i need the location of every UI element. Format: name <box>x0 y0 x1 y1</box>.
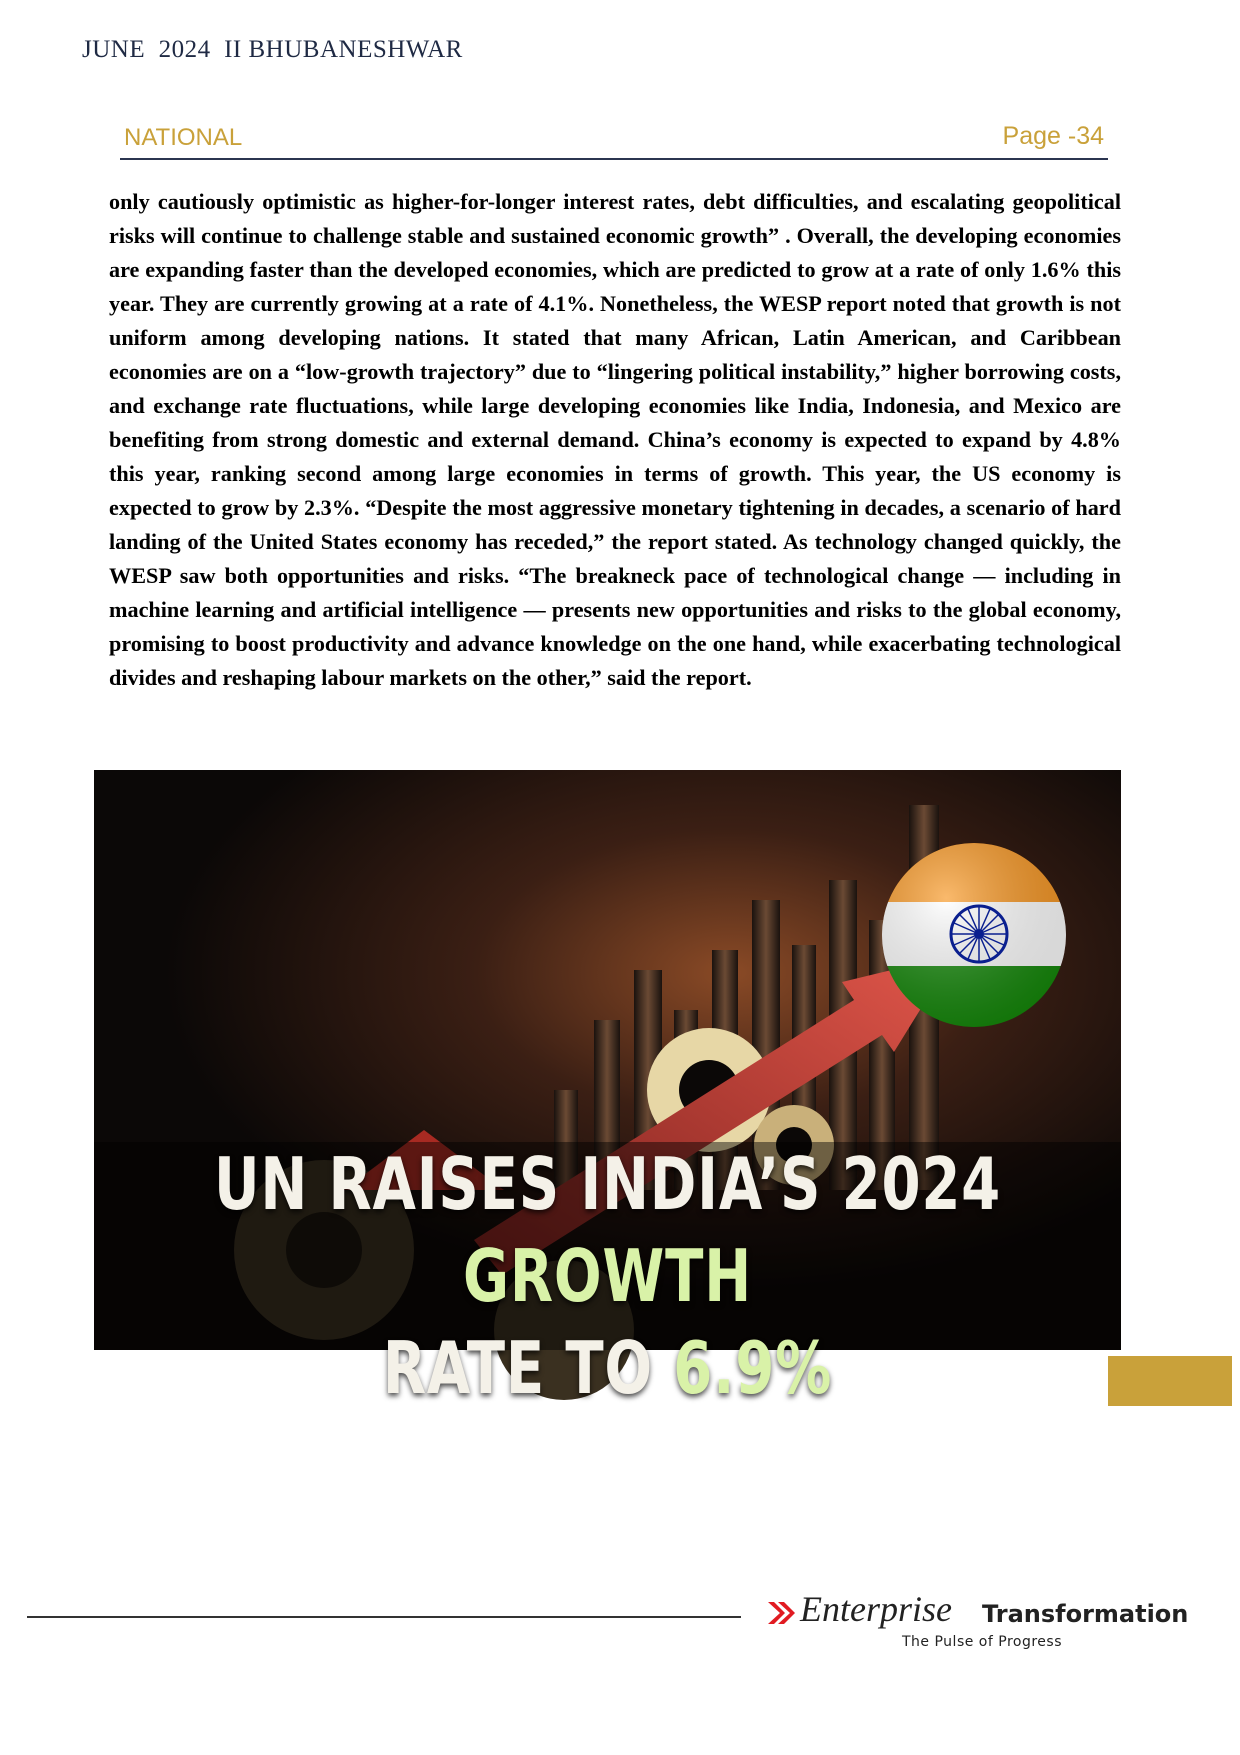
footer-divider <box>27 1616 741 1618</box>
footer-brand-logo <box>766 1589 1206 1654</box>
brand-name-enterprise: Enterprise <box>800 1589 952 1629</box>
article-body: only cautiously optimistic as higher-for-longer interest rates, debt difficulties, and escalating geopolitical risks will continue to challenge stable and sustained economic growth” . Overall, the developing economies are expanding faster than the developed economies, which are predicted to grow at a rate of only 1.6% this year. They are currently growing at a rate of 4.1%. Nonetheless, the WESP report noted that growth is not uniform among developing nations. It stated that many African, Latin American, and Caribbean economies are on a “low-growth trajectory” due to “lingering political instability,” higher borrowing costs, and exchange rate fluctuations, while large developing economies like India, Indonesia, and Mexico are benefiting from strong domestic and external demand. China’s economy is expected to expand by 4.8% this year, ranking second among large economies in terms of growth. This year, the US economy is expected to grow by 2.3%. “Despite the most aggressive monetary tightening in decades, a scenario of hard landing of the United States economy has receded,” the report stated. As technology changed quickly, the WESP saw both opportunities and risks. “The breakneck pace of technological change — including in machine learning and artificial intelligence — presents new opportunities and risks to the global economy, promising to boost productivity and advance knowledge on the one hand, while exacerbating technological divides and reshaping labour markets on the other,” said the report. <box>109 189 1121 690</box>
hero-headline <box>207 1138 1008 1414</box>
gold-accent-tab <box>1108 1356 1232 1406</box>
section-name: NATIONAL <box>124 124 243 151</box>
headline-line-1: UN RAISES INDIA’S 2024 GROWTH <box>213 1142 1002 1318</box>
brand-mark-icon <box>766 1598 796 1628</box>
headline-line-2: RATE TO 6.9% <box>382 1326 833 1410</box>
masthead-dateline: JUNE 2024 II BHUBANESHWAR <box>82 36 463 63</box>
hero-image <box>94 770 1121 1410</box>
brand-name-transformation: Transformation <box>982 1600 1189 1628</box>
page-number: Page -34 <box>1002 122 1104 150</box>
section-divider <box>120 158 1108 160</box>
brand-tagline: The Pulse of Progress <box>902 1634 1062 1650</box>
section-header <box>120 120 1108 160</box>
